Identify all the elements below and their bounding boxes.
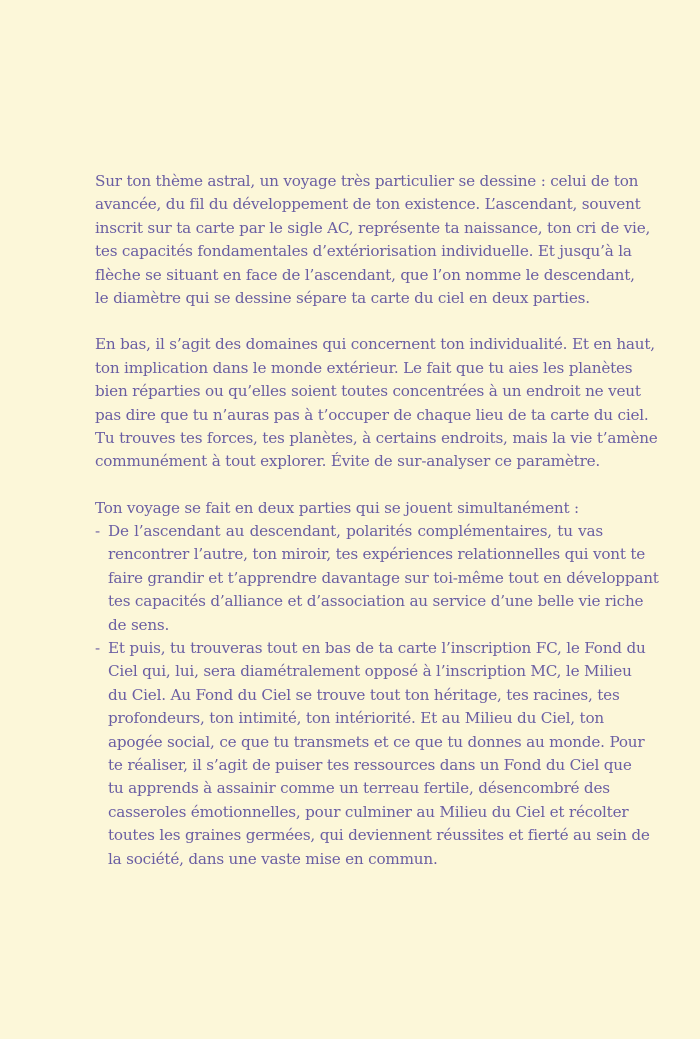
- text-line: te réaliser, il s’agit de puiser tes ressources dans un Fond du Ciel que: [108, 755, 632, 774]
- text-line: tes capacités d’alliance et d’association au service d’une belle vie riche: [108, 592, 644, 611]
- text-line: Tu trouves tes forces, tes planètes, à certains endroits, mais la vie t’amène: [95, 428, 658, 447]
- text-line: Sur ton thème astral, un voyage très particulier se dessine : celui de ton: [95, 172, 639, 190]
- text-line: casseroles émotionnelles, pour culminer au Milieu du Ciel et récolter: [108, 802, 629, 821]
- text-line: la société, dans une vaste mise en commun.: [108, 849, 438, 868]
- paragraph-2: [95, 333, 658, 473]
- text-line: pas dire que tu n’auras pas à t’occuper de chaque lieu de ta carte du ciel.: [95, 405, 649, 424]
- text-line: En bas, il s’agit des domaines qui concernent ton individualité. Et en haut,: [95, 335, 655, 354]
- text-line: de sens.: [108, 615, 170, 634]
- list-dash: -: [95, 522, 100, 541]
- text-line: le diamètre qui se dessine sépare ta carte du ciel en deux parties.: [95, 288, 590, 307]
- list-dash: -: [95, 639, 100, 658]
- text-line: toutes les graines germées, qui deviennent réussites et fierté au sein de: [108, 826, 650, 845]
- text-line: du Ciel. Au Fond du Ciel se trouve tout ton héritage, tes racines, tes: [108, 685, 620, 704]
- text-line: communément à tout explorer. Évite de sur-analyser ce paramètre.: [95, 452, 601, 471]
- text-line: faire grandir et t’apprendre davantage sur toi-même tout en développant: [108, 568, 659, 587]
- document-body: [95, 170, 659, 871]
- text-line: flèche se situant en face de l’ascendant, que l’on nomme le descendant,: [95, 265, 635, 284]
- text-line: Et puis, tu trouveras tout en bas de ta carte l’inscription FC, le Fond du: [108, 639, 646, 658]
- text-line: rencontrer l’autre, ton miroir, tes expériences relationnelles qui vont te: [108, 545, 646, 564]
- text-line: bien réparties ou qu’elles soient toutes concentrées à un endroit ne veut: [95, 382, 641, 401]
- list-intro: Ton voyage se fait en deux parties qui se jouent simultanément :: [95, 498, 579, 517]
- text-line: apogée social, ce que tu transmets et ce que tu donnes au monde. Pour: [108, 732, 645, 751]
- text-line: inscrit sur ta carte par le sigle AC, représente ta naissance, ton cri de vie,: [95, 218, 651, 237]
- text-line: tu apprends à assainir comme un terreau fertile, désencombré des: [108, 779, 610, 798]
- paragraph-1: [95, 170, 651, 310]
- paragraph-3: [95, 497, 659, 871]
- list-item-1: [95, 520, 659, 637]
- text-line: avancée, du fil du développement de ton existence. L’ascendant, souvent: [95, 195, 641, 214]
- text-line: Ciel qui, lui, sera diamétralement opposé à l’inscription MC, le Milieu: [108, 662, 632, 681]
- text-line: tes capacités fondamentales d’extériorisation individuelle. Et jusqu’à la: [95, 242, 632, 261]
- text-line: ton implication dans le monde extérieur. Le fait que tu aies les planètes: [95, 358, 633, 377]
- text-line: De l’ascendant au descendant, polarités complémentaires, tu vas: [108, 522, 603, 541]
- text-line: profondeurs, ton intimité, ton intériorité. Et au Milieu du Ciel, ton: [108, 709, 604, 728]
- list-item-2: [95, 637, 650, 871]
